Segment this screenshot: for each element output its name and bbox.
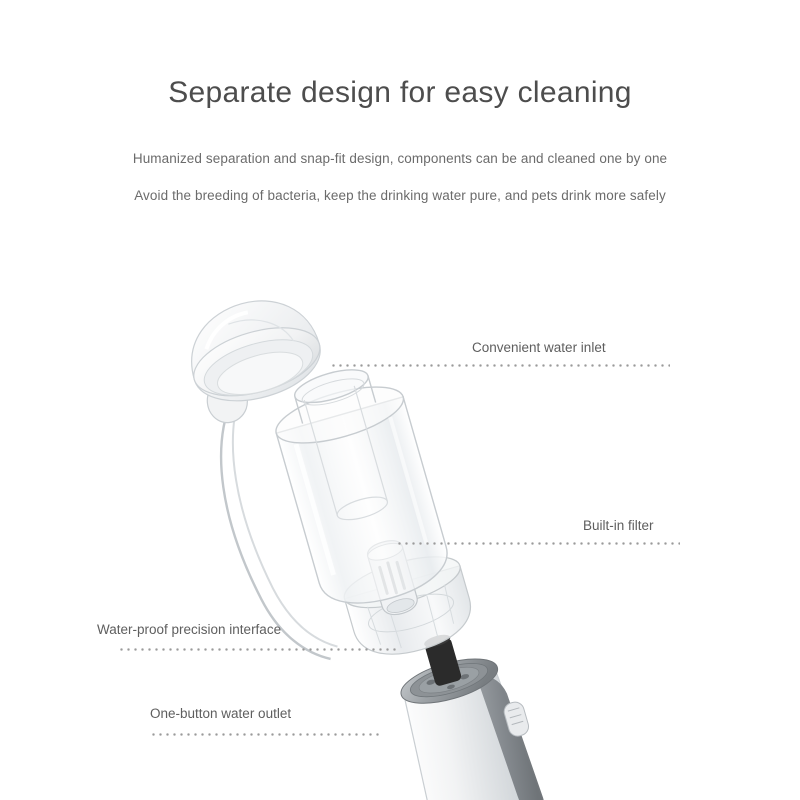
product-part-base (390, 643, 572, 800)
callout-leader-builtin-filter (396, 542, 680, 545)
callout-leader-water-outlet (150, 733, 380, 736)
page-subtitle-line-2: Avoid the breeding of bacteria, keep the drinking water pure, and pets drink more safely (134, 188, 666, 203)
product-part-water-tank (264, 355, 455, 615)
callout-label-waterproof-interface: Water-proof precision interface (97, 622, 282, 637)
callout-leader-water-inlet (330, 364, 670, 367)
page-title: Separate design for easy cleaning (168, 76, 632, 109)
callout-label-water-inlet: Convenient water inlet (472, 340, 606, 355)
callout-label-water-outlet: One-button water outlet (150, 706, 292, 721)
callout-leader-waterproof-interface (118, 648, 400, 651)
product-part-filter-cartridge (365, 537, 420, 618)
page-subtitle-line-1: Humanized separation and snap-fit design, components can be and cleaned one by one (132, 151, 668, 166)
callout-label-builtin-filter: Built-in filter (583, 518, 654, 533)
water-outlet-button (502, 700, 531, 738)
product-part-lid (178, 286, 329, 414)
product-part-connector (423, 632, 462, 687)
